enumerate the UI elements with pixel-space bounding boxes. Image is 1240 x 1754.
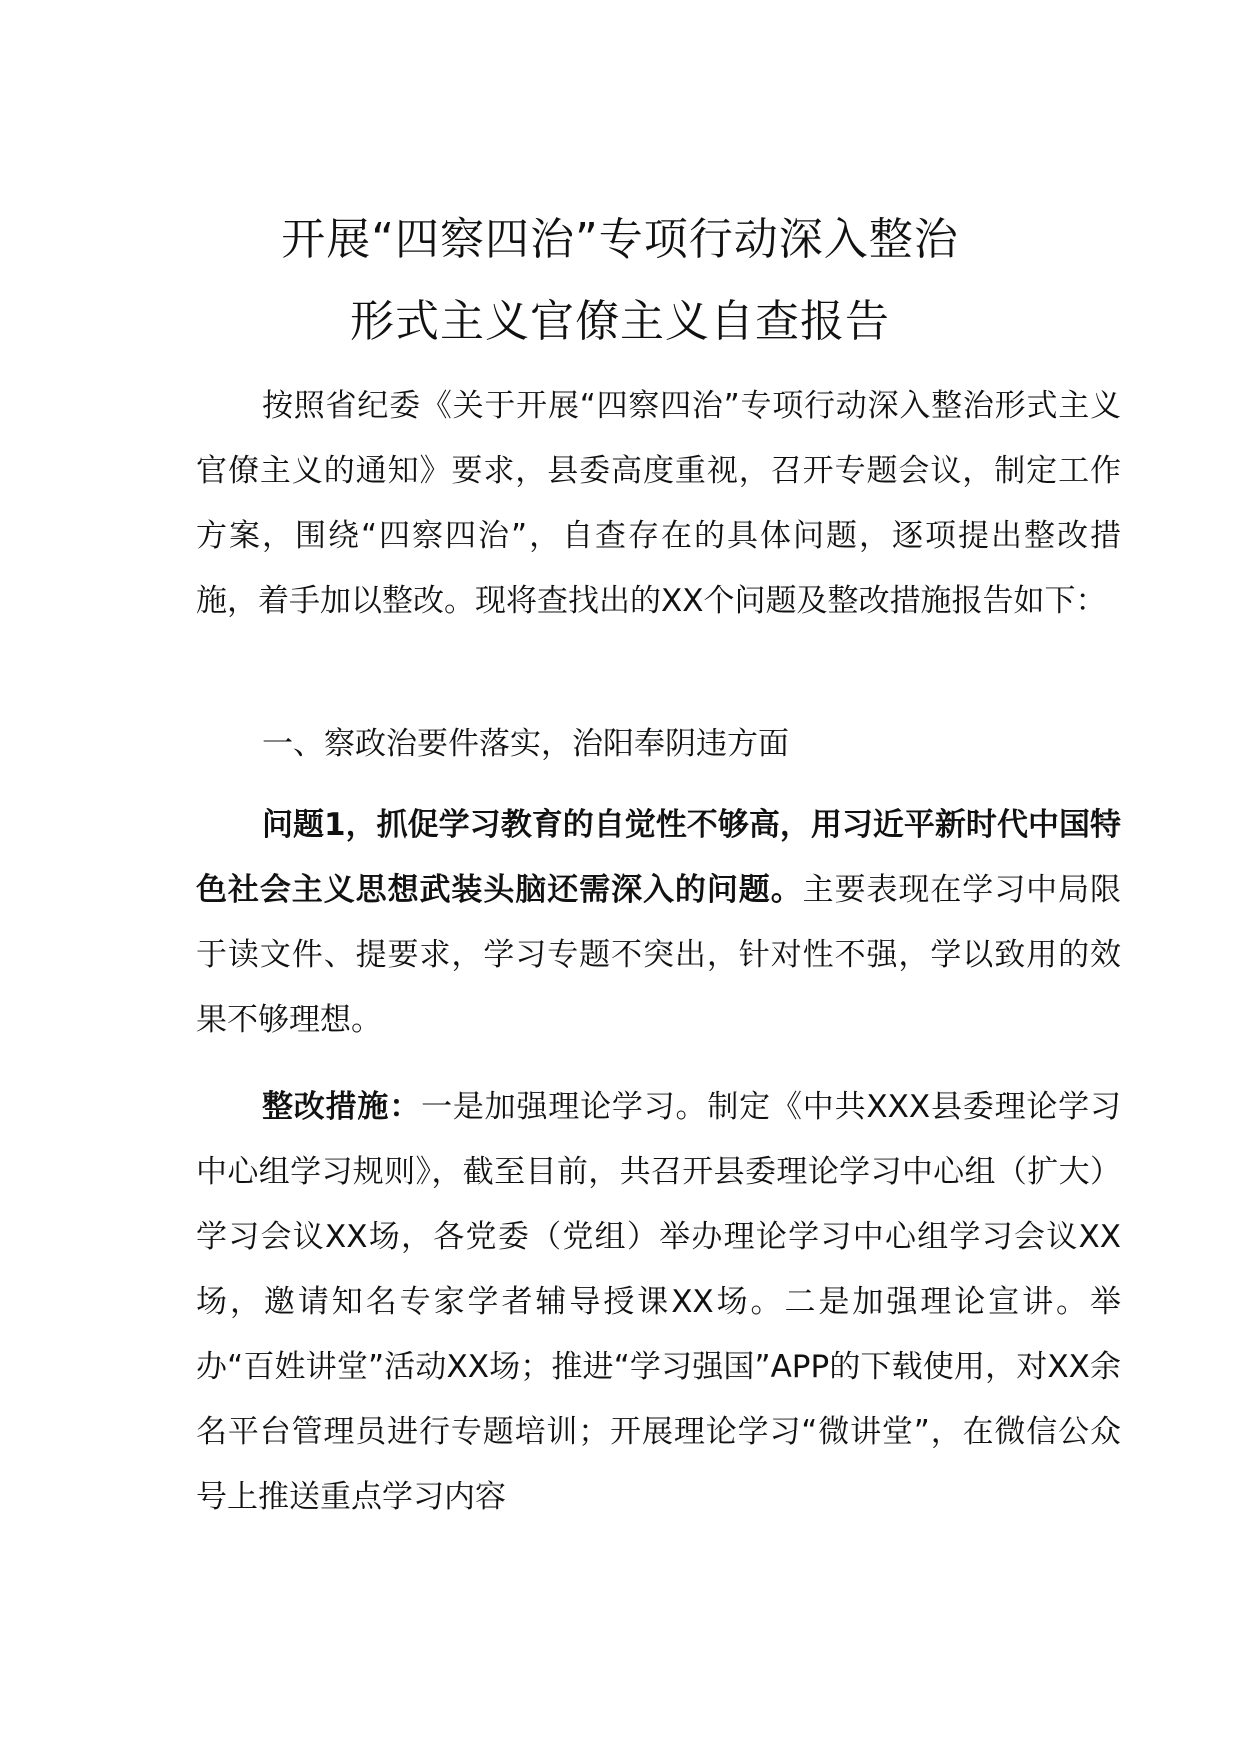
document-title-line1: 开展“四察四治”专项行动深入整治 <box>281 214 959 265</box>
problem-description: 主要表现在学习中局限于读文件、提要求，学习专题不突出，针对性不强，学以致用的效果不够理想。 <box>196 872 1121 1038</box>
problem-paragraph <box>196 793 1121 1053</box>
measures-paragraph <box>196 1075 1121 1530</box>
measures-description: 一是加强理论学习。制定《中共XXX县委理论学习中心组学习规则》，截至目前，共召开县委理论学习中心组（扩大）学习会议XX场，各党委（党组）举办理论学习中心组学习会议XX场，邀请知名专家学者辅导授课XX场。二是加强理论宣讲。举办“百姓讲堂”活动XX场；推进“学习强国”APP的下载使用，对XX余名平台管理员进行专题培训；开展理论学习“微讲堂”，在微信公众号上推送重点学习内容 <box>196 1089 1121 1515</box>
measures-label: 整改措施： <box>262 1089 422 1125</box>
document-title-line2: 形式主义官僚主义自查报告 <box>350 296 890 347</box>
problem-label: 问题1，抓促学习教育的自觉性不够高，用习近平新时代中国特色社会主义思想武装头脑还需深入的问题。 <box>196 807 1121 908</box>
intro-paragraph: 按照省纪委《关于开展“四察四治”专项行动深入整治形式主义官僚主义的通知》要求，县委高度重视，召开专题会议，制定工作方案，围绕“四察四治”，自查存在的具体问题，逐项提出整改措施，着手加以整改。现将查找出的XX个问题及整改措施报告如下： <box>196 388 1121 619</box>
section-heading: 一、察政治要件落实，治阳奉阴违方面 <box>262 726 789 762</box>
